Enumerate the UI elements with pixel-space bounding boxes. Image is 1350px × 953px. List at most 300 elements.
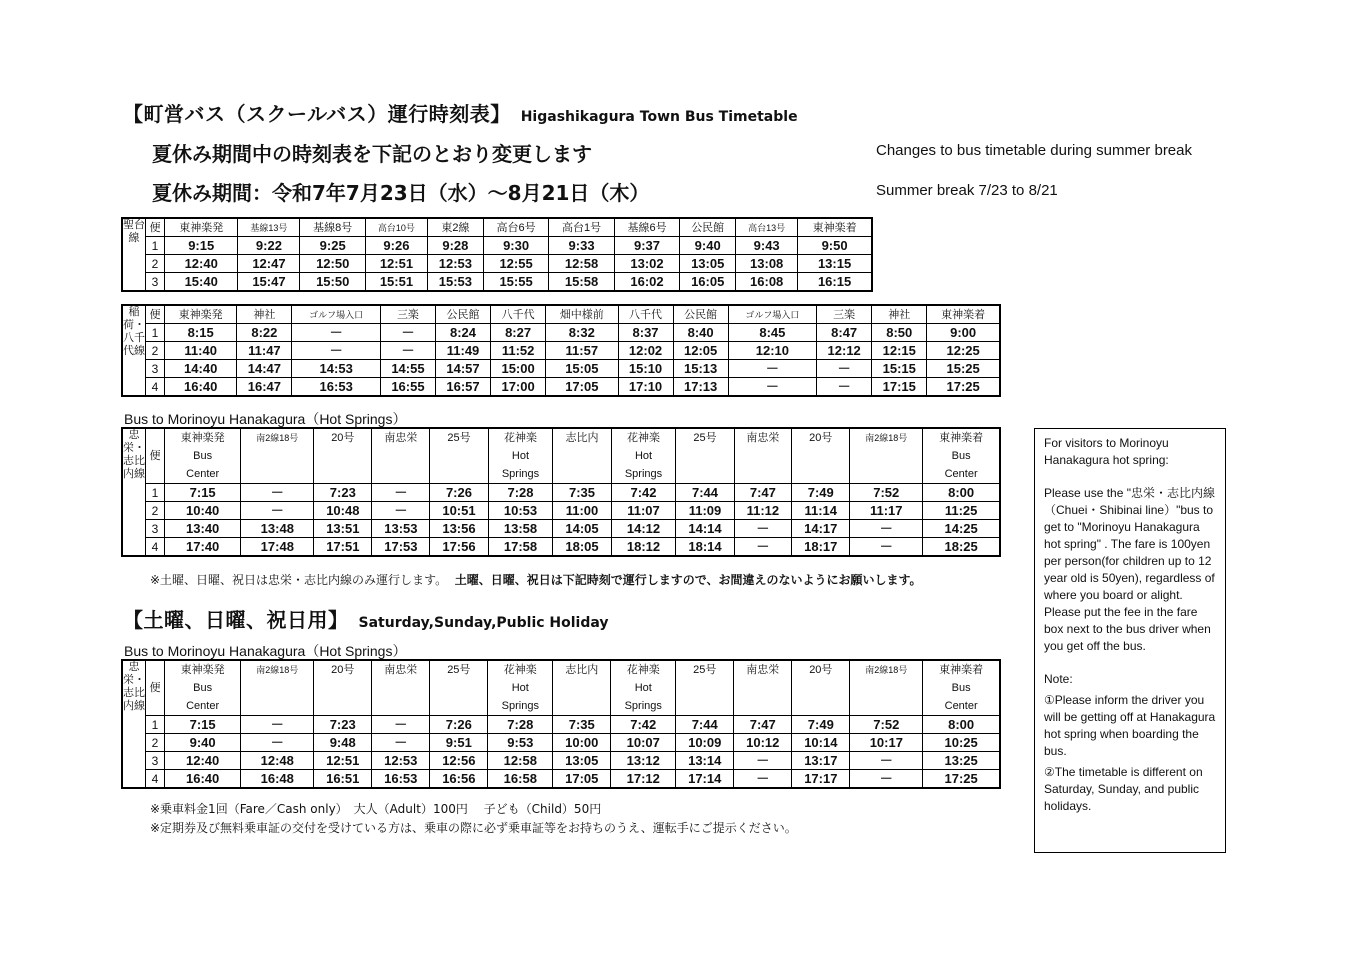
stop-name: 東神楽着	[941, 308, 986, 321]
weekend-heading	[123, 604, 609, 633]
time-cell: 10:48	[314, 502, 372, 520]
time-cell: 13:05	[680, 255, 736, 273]
stop-header-line: Hot	[511, 450, 530, 462]
stop-header-line: Bus	[193, 682, 213, 694]
stop-name: 八千代	[629, 308, 663, 321]
time-cell: －	[817, 378, 872, 397]
note-2: ②The timetable is different on Saturday, Sunday, and public holidays.	[1044, 765, 1203, 813]
table-row	[122, 538, 1000, 557]
stop-header	[798, 218, 872, 237]
trip-number: 2	[146, 342, 165, 360]
trip-number: 2	[146, 734, 165, 752]
time-cell: －	[380, 324, 435, 342]
stop-header	[314, 660, 372, 716]
stop-header-line: 南2線18号	[256, 665, 299, 675]
stop-header-line	[734, 679, 791, 697]
time-cell: －	[241, 716, 314, 734]
stop-header	[165, 305, 237, 324]
time-cell: 14:55	[380, 360, 435, 378]
time-cell: 16:40	[165, 378, 237, 397]
time-cell: 11:00	[553, 502, 611, 520]
time-cell: －	[728, 378, 816, 397]
time-cell: 12:51	[314, 752, 372, 770]
stop-header-line: Springs	[501, 468, 540, 480]
stop-name: 三楽	[833, 308, 856, 321]
table-row	[122, 360, 1000, 378]
time-cell: 8:45	[728, 324, 816, 342]
stop-header-line	[314, 465, 371, 483]
stop-header	[488, 660, 553, 716]
title-en: Higashikagura Town Bus Timetable	[520, 109, 798, 125]
stop-header	[483, 218, 548, 237]
time-cell: 12:55	[483, 255, 548, 273]
time-cell: 17:13	[673, 378, 728, 397]
stop-name: 神社	[253, 308, 276, 321]
time-cell: 9:26	[365, 237, 427, 255]
time-cell: 17:58	[488, 538, 553, 557]
stop-header	[488, 428, 553, 484]
time-cell: －	[241, 502, 314, 520]
time-cell: －	[850, 770, 923, 789]
stop-header-line	[314, 447, 371, 465]
table-row	[122, 752, 1000, 770]
stop-header-line: Hot	[511, 682, 529, 694]
stop-name: 基線13号	[250, 222, 288, 233]
time-cell: 11:49	[435, 342, 490, 360]
bin-header: 便	[146, 218, 165, 237]
stop-header-line: Hot	[634, 682, 652, 694]
weekend-heading-en: Saturday,Sunday,Public Holiday	[358, 615, 609, 631]
time-cell: 12:53	[427, 255, 483, 273]
stop-header	[614, 218, 679, 237]
time-cell: 14:17	[792, 520, 850, 538]
stop-header	[927, 305, 1000, 324]
stop-header	[680, 218, 736, 237]
stop-header-line: 25号	[447, 432, 471, 444]
stop-header	[611, 660, 676, 716]
stop-header-line: Center	[186, 700, 220, 712]
route-name: 忠栄・志比内線	[122, 660, 146, 788]
time-cell: －	[372, 716, 430, 734]
time-cell: 17:56	[430, 538, 488, 557]
stop-header	[553, 428, 611, 484]
time-cell: －	[241, 484, 314, 502]
time-cell: 15:55	[483, 273, 548, 292]
time-cell: 18:05	[553, 538, 611, 557]
stop-name: 東神楽着	[812, 221, 857, 234]
time-cell: 17:25	[923, 770, 1000, 789]
visitor-info-box	[1034, 428, 1226, 853]
stop-header-line: 花神楽	[503, 432, 537, 444]
time-cell: 18:14	[676, 538, 734, 557]
route-name: 稲荷・八千代線	[122, 305, 146, 396]
time-cell: 11:52	[491, 342, 546, 360]
title-jp: 【町営バス（スクールバス）運行時刻表】	[123, 102, 511, 126]
trip-number: 3	[146, 273, 165, 292]
stop-name: 高台13号	[748, 222, 786, 233]
stop-header-line: Hot	[634, 450, 653, 462]
trip-number: 3	[146, 520, 165, 538]
time-cell: 9:50	[798, 237, 872, 255]
time-cell: 9:30	[483, 237, 548, 255]
time-cell: 9:43	[736, 237, 798, 255]
stop-header-line	[430, 447, 487, 465]
stop-header-line	[241, 447, 313, 465]
time-cell: 12:58	[549, 255, 614, 273]
time-cell: －	[372, 502, 430, 520]
stop-header-line: Center	[944, 468, 978, 480]
stop-header	[618, 305, 673, 324]
time-cell: 7:35	[553, 716, 611, 734]
time-cell: 9:37	[614, 237, 679, 255]
stop-header-line	[372, 447, 429, 465]
time-cell: 13:53	[372, 520, 430, 538]
stop-header-line: 25号	[693, 664, 717, 676]
time-cell: 14:12	[611, 520, 676, 538]
time-cell: 9:40	[165, 734, 241, 752]
time-cell: 10:09	[676, 734, 734, 752]
bin-header: 便	[146, 305, 165, 324]
stop-name: 基線8号	[313, 221, 353, 234]
stop-name: 三楽	[396, 308, 419, 321]
stop-header-line	[553, 697, 610, 715]
stop-header	[676, 428, 734, 484]
time-cell: 8:27	[491, 324, 546, 342]
table4-caption: Bus to Morinoyu Hanakagura（Hot Springs）	[124, 643, 407, 659]
stop-header-line: 南忠栄	[384, 664, 418, 676]
stop-header	[736, 218, 798, 237]
stop-header-line	[850, 465, 922, 483]
stop-header-line: Bus	[193, 450, 213, 462]
time-cell: 8:32	[546, 324, 618, 342]
time-cell: 16:53	[372, 770, 430, 789]
time-cell: 8:24	[435, 324, 490, 342]
time-cell: 13:14	[676, 752, 734, 770]
stop-header	[300, 218, 365, 237]
stop-header	[237, 305, 292, 324]
stop-header	[734, 428, 792, 484]
table-row	[122, 716, 1000, 734]
stop-header-line: 20号	[331, 664, 355, 676]
time-cell: 8:22	[237, 324, 292, 342]
stop-header	[372, 428, 430, 484]
time-cell: 12:25	[927, 342, 1000, 360]
time-cell: 13:17	[792, 752, 850, 770]
route-name: 忠栄・志比内線	[122, 428, 146, 556]
time-cell: 7:49	[792, 716, 850, 734]
stop-header	[430, 660, 488, 716]
time-cell: 11:57	[546, 342, 618, 360]
stop-header-line	[372, 679, 429, 697]
time-cell: 16:40	[165, 770, 241, 789]
trip-number: 1	[146, 324, 165, 342]
timetable-seidai	[121, 217, 873, 292]
stop-header-line	[792, 679, 849, 697]
stop-header-line	[734, 697, 791, 715]
time-cell: 18:17	[792, 538, 850, 557]
stop-header-line: Springs	[624, 468, 663, 480]
timetable-chuei-shibinai-weekday	[121, 427, 1001, 557]
stop-header-line: Center	[186, 468, 220, 480]
time-cell: 9:22	[238, 237, 300, 255]
stop-header-line	[792, 447, 849, 465]
time-cell: 17:15	[872, 378, 927, 397]
stop-header	[549, 218, 614, 237]
time-cell: 9:48	[314, 734, 372, 752]
stop-header-line: 南忠栄	[384, 432, 418, 444]
time-cell: 16:58	[488, 770, 553, 789]
time-cell: 17:48	[241, 538, 314, 557]
time-cell: 16:02	[614, 273, 679, 292]
weekend-notice	[150, 571, 922, 588]
stop-header	[165, 428, 241, 484]
time-cell: －	[380, 342, 435, 360]
time-cell: 14:05	[553, 520, 611, 538]
time-cell: 12:40	[165, 255, 238, 273]
time-cell: 16:15	[798, 273, 872, 292]
time-cell: 8:40	[673, 324, 728, 342]
stop-name: ゴルフ場入口	[309, 309, 364, 320]
time-cell: －	[292, 342, 380, 360]
stop-header	[314, 428, 372, 484]
time-cell: 11:17	[850, 502, 923, 520]
note-1: ①Please inform the driver you will be getting off at Hanakagura hot spring when boarding the bus.	[1044, 693, 1216, 758]
time-cell: 15:47	[238, 273, 300, 292]
time-cell: －	[734, 770, 792, 789]
stop-header-line	[241, 679, 313, 697]
time-cell: 9:33	[549, 237, 614, 255]
stop-header-line: 南2線18号	[865, 433, 908, 443]
time-cell: 17:51	[314, 538, 372, 557]
time-cell: 13:51	[314, 520, 372, 538]
time-cell: 12:10	[728, 342, 816, 360]
time-cell: 11:40	[165, 342, 237, 360]
time-cell: －	[850, 538, 923, 557]
time-cell: 8:50	[872, 324, 927, 342]
stop-header-line: 25号	[693, 432, 717, 444]
time-cell: 7:49	[792, 484, 850, 502]
route-name: 聖台線	[122, 218, 146, 291]
stop-header-line	[735, 447, 792, 465]
time-cell: 10:00	[553, 734, 611, 752]
time-cell: 13:02	[614, 255, 679, 273]
time-cell: 9:28	[427, 237, 483, 255]
time-cell: －	[292, 324, 380, 342]
stop-header-line	[314, 697, 371, 715]
time-cell: 16:56	[430, 770, 488, 789]
stop-name: 東神楽発	[179, 221, 224, 234]
stop-header-line: 東神楽着	[939, 432, 984, 444]
time-cell: 10:17	[850, 734, 923, 752]
stop-header	[850, 660, 923, 716]
stop-header-line	[792, 465, 849, 483]
stop-header	[734, 660, 792, 716]
timetable-chuei-shibinai-weekend	[121, 659, 1001, 789]
time-cell: 13:56	[430, 520, 488, 538]
time-cell: 16:51	[314, 770, 372, 789]
time-cell: 10:07	[611, 734, 676, 752]
table-row	[122, 770, 1000, 789]
time-cell: 13:40	[165, 520, 241, 538]
time-cell: 7:47	[734, 716, 792, 734]
time-cell: 13:05	[553, 752, 611, 770]
time-cell: 12:05	[673, 342, 728, 360]
time-cell: 10:14	[792, 734, 850, 752]
time-cell: －	[850, 520, 923, 538]
time-cell: 12:47	[238, 255, 300, 273]
stop-header	[923, 428, 1000, 484]
stop-header	[365, 218, 427, 237]
time-cell: 7:15	[165, 484, 241, 502]
stop-header	[241, 660, 314, 716]
table-row	[122, 734, 1000, 752]
stop-header	[427, 218, 483, 237]
time-cell: 15:51	[365, 273, 427, 292]
time-cell: 14:53	[292, 360, 380, 378]
stop-header	[553, 660, 611, 716]
time-cell: 12:58	[488, 752, 553, 770]
time-cell: 13:48	[241, 520, 314, 538]
trip-number: 3	[146, 752, 165, 770]
time-cell: 7:44	[676, 716, 734, 734]
time-cell: 7:26	[430, 484, 488, 502]
bin-header: 便	[146, 660, 165, 716]
trip-number: 1	[146, 237, 165, 255]
time-cell: 15:40	[165, 273, 238, 292]
time-cell: 15:00	[491, 360, 546, 378]
time-cell: 7:44	[676, 484, 734, 502]
time-cell: 11:47	[237, 342, 292, 360]
time-cell: 7:15	[165, 716, 241, 734]
time-cell: 8:00	[923, 716, 1000, 734]
time-cell: 17:14	[676, 770, 734, 789]
table-row	[122, 484, 1000, 502]
stop-header-line	[553, 465, 610, 483]
stop-header	[292, 305, 380, 324]
time-cell: 12:48	[241, 752, 314, 770]
table-row	[122, 324, 1000, 342]
time-cell: －	[372, 484, 430, 502]
time-cell: 14:40	[165, 360, 237, 378]
stop-header	[676, 660, 734, 716]
stop-header	[872, 305, 927, 324]
stop-header-line	[430, 679, 487, 697]
stop-header	[491, 305, 546, 324]
time-cell: 7:26	[430, 716, 488, 734]
time-cell: 11:12	[734, 502, 792, 520]
trip-number: 2	[146, 502, 165, 520]
time-cell: 11:07	[611, 502, 676, 520]
time-cell: 7:23	[314, 484, 372, 502]
time-cell: 17:00	[491, 378, 546, 397]
time-cell: 10:25	[923, 734, 1000, 752]
table-row	[122, 520, 1000, 538]
time-cell: 18:12	[611, 538, 676, 557]
stop-header	[435, 305, 490, 324]
time-cell: 9:51	[430, 734, 488, 752]
time-cell: 8:37	[618, 324, 673, 342]
stop-name: 神社	[888, 308, 911, 321]
page-title	[123, 98, 798, 127]
time-cell: 15:10	[618, 360, 673, 378]
time-cell: 12:56	[430, 752, 488, 770]
stop-header-line: 花神楽	[626, 664, 660, 676]
trip-number: 1	[146, 716, 165, 734]
stop-header-line: 25号	[447, 664, 471, 676]
time-cell: 15:50	[300, 273, 365, 292]
stop-header-line	[792, 697, 849, 715]
time-cell: 15:25	[927, 360, 1000, 378]
stop-header	[165, 660, 241, 716]
time-cell: 10:53	[488, 502, 553, 520]
time-cell: 12:40	[165, 752, 241, 770]
time-cell: 15:53	[427, 273, 483, 292]
stop-header-line	[850, 679, 922, 697]
time-cell: 13:08	[736, 255, 798, 273]
stop-header-line: 花神楽	[503, 664, 537, 676]
stop-header-line: 志比内	[565, 664, 599, 676]
time-cell: 16:05	[680, 273, 736, 292]
table-row	[122, 255, 872, 273]
stop-header-line: Center	[944, 700, 978, 712]
stop-header-line: Bus	[951, 682, 971, 694]
stop-header-line	[676, 679, 733, 697]
stop-header	[673, 305, 728, 324]
stop-header-line: 東神楽着	[939, 664, 984, 676]
time-cell: 16:53	[292, 378, 380, 397]
time-cell: －	[817, 360, 872, 378]
timetable-inari-yachiyo	[121, 304, 1001, 397]
subtitle-en: Changes to bus timetable during summer break	[876, 142, 1192, 159]
time-cell: 10:40	[165, 502, 241, 520]
stop-name: 高台6号	[496, 221, 536, 234]
visitor-intro: For visitors to Morinoyu Hanakagura hot spring:	[1044, 436, 1169, 467]
time-cell: 17:40	[165, 538, 241, 557]
time-cell: 13:58	[488, 520, 553, 538]
time-cell: 16:48	[241, 770, 314, 789]
stop-name: 高台1号	[561, 221, 602, 234]
stop-header	[817, 305, 872, 324]
weekend-heading-jp: 【土曜、日曜、祝日用】	[123, 608, 349, 632]
time-cell: 17:25	[927, 378, 1000, 397]
stop-header-line	[553, 447, 610, 465]
time-cell: 13:12	[611, 752, 676, 770]
time-cell: 12:50	[300, 255, 365, 273]
table-row	[122, 342, 1000, 360]
stop-header-line	[850, 447, 922, 465]
pass-note: ※定期券及び無料乗車証の交付を受けている方は、乗車の際に必ず乗車証等をお持ちのうえ、運転手にご提示ください。	[150, 821, 797, 835]
stop-header	[728, 305, 816, 324]
stop-header	[850, 428, 923, 484]
time-cell: 13:25	[923, 752, 1000, 770]
stop-name: 公民館	[691, 221, 725, 234]
stop-header-line	[241, 697, 313, 715]
fare-note: ※乗車料金1回（Fare／Cash only） 大人（Adult）100円 子ども（Child）50円	[150, 802, 602, 816]
trip-number: 4	[146, 378, 165, 397]
time-cell: 18:25	[923, 538, 1000, 557]
time-cell: －	[734, 520, 792, 538]
time-cell: －	[850, 752, 923, 770]
time-cell: 7:52	[850, 716, 923, 734]
time-cell: 10:51	[430, 502, 488, 520]
time-cell: 17:05	[546, 378, 618, 397]
stop-header	[923, 660, 1000, 716]
notice-bold: 土曜、日曜、祝日は下記時刻で運行しますので、お間違えのないようにお願いします。	[454, 573, 922, 587]
stop-header-line	[241, 465, 313, 483]
stop-header-line: 東神楽発	[180, 664, 225, 676]
time-cell: －	[734, 752, 792, 770]
time-cell: 7:47	[734, 484, 792, 502]
